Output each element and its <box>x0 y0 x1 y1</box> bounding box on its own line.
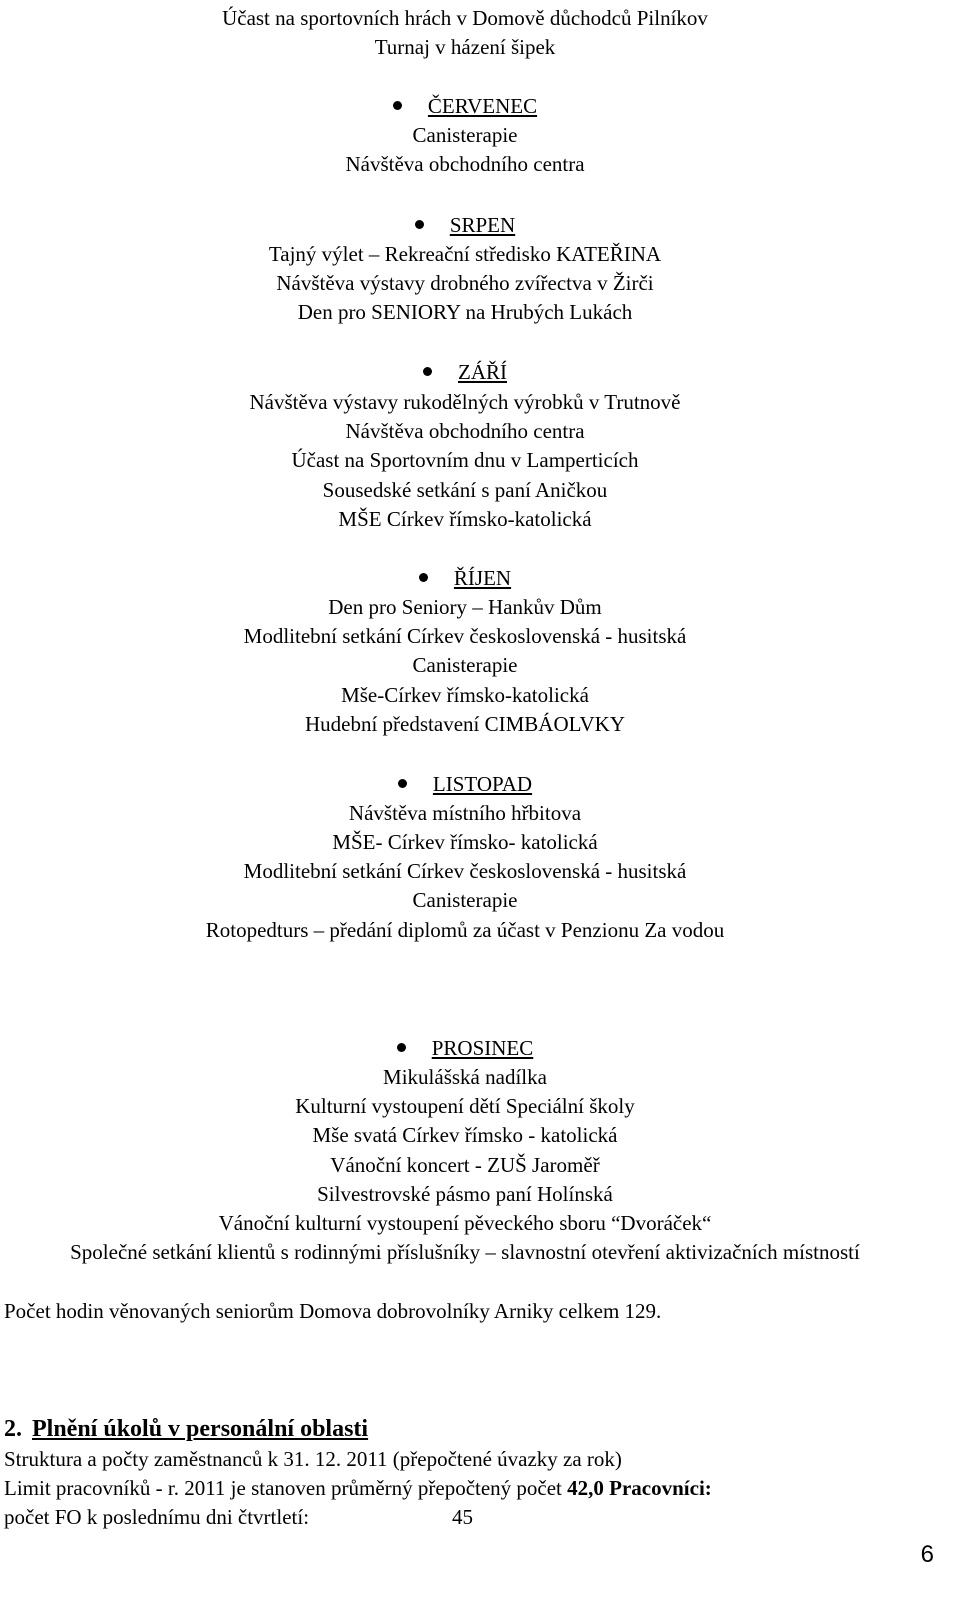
list-item: MŠE Církev římsko-katolická <box>338 507 592 531</box>
list-item: Návštěva místního hřbitova <box>348 801 582 825</box>
list-item: Rotopedturs – předání diplomů za účast v Penzionu Za vodou <box>205 918 725 942</box>
list-item: Modlitební setkání Církev československá - husitská <box>243 624 687 648</box>
bullet-icon <box>415 220 424 229</box>
month-heading <box>0 211 930 241</box>
list-item: Vánoční kulturní vystoupení pěveckého sboru “Dvoráček“ <box>218 1211 712 1235</box>
month-heading <box>0 1034 930 1064</box>
list-item: Modlitební setkání Církev československá - husitská <box>243 859 687 883</box>
bullet-icon <box>419 573 428 582</box>
month-name: SRPEN <box>449 213 516 237</box>
month-heading <box>0 92 930 122</box>
month-heading <box>0 770 930 800</box>
list-item: Canisterapie <box>412 123 518 147</box>
list-item: Účast na Sportovním dnu v Lamperticích <box>291 448 639 472</box>
list-item: Hudební představení CIMBÁOLVKY <box>304 712 626 736</box>
month-name: LISTOPAD <box>432 772 533 796</box>
list-item: Mše svatá Církev římsko - katolická <box>312 1123 618 1147</box>
month-name: PROSINEC <box>431 1036 534 1060</box>
intro-line: Turnaj v házení šipek <box>374 35 556 59</box>
month-heading <box>0 564 930 594</box>
list-item: Společné setkání klientů s rodinnými příslušníky – slavnostní otevření aktivizačních místností <box>70 1240 860 1264</box>
list-item: Silvestrovské pásmo paní Holínská <box>317 1182 613 1206</box>
list-item: Mše-Církev římsko-katolická <box>341 683 589 707</box>
list-item: Návštěva obchodního centra <box>345 152 585 176</box>
fo-label: počet FO k poslednímu dni čtvrtletí: <box>4 1505 310 1529</box>
list-item: Den pro SENIORY na Hrubých Lukách <box>297 300 633 324</box>
list-item: MŠE- Církev římsko- katolická <box>332 830 598 854</box>
hours-summary: Počet hodin věnovaných seniorům Domova dobrovolníky Arniky celkem 129. <box>4 1299 662 1323</box>
list-item: Den pro Seniory – Hankův Dům <box>328 595 602 619</box>
limit-text: Limit pracovníků - r. 2011 je stanoven průměrný přepočtený počet <box>4 1476 562 1500</box>
list-item: Návštěva výstavy rukodělných výrobků v Trutnově <box>249 390 681 414</box>
month-heading <box>0 358 930 388</box>
fo-line <box>4 1503 309 1533</box>
structure-line: Struktura a počty zaměstnanců k 31. 12. 2011 (přepočtené úvazky za rok) <box>4 1447 622 1471</box>
month-name: ČERVENEC <box>427 94 538 118</box>
bullet-icon <box>398 779 407 788</box>
list-item: Kulturní vystoupení dětí Speciální školy <box>295 1094 635 1118</box>
bullet-icon <box>423 367 432 376</box>
intro-line: Účast na sportovních hrách v Domově důchodců Pilníkov <box>222 6 708 30</box>
bullet-icon <box>397 1043 406 1052</box>
list-item: Tajný výlet – Rekreační středisko KATEŘINA <box>268 242 662 266</box>
list-item: Canisterapie <box>412 653 518 677</box>
limit-value: 42,0 <box>567 1476 604 1500</box>
list-item: Canisterapie <box>412 888 518 912</box>
month-name: ZÁŘÍ <box>458 360 507 384</box>
list-item: Mikulášská nadílka <box>383 1065 547 1089</box>
fo-value: 45 <box>452 1505 473 1529</box>
limit-line <box>4 1474 712 1504</box>
list-item: Návštěva obchodního centra <box>345 419 585 443</box>
workers-label: Pracovníci: <box>609 1476 712 1500</box>
list-item: Návštěva výstavy drobného zvířectva v Žirči <box>276 271 654 295</box>
month-name: ŘÍJEN <box>453 566 512 590</box>
section-heading <box>4 1415 368 1445</box>
section-number: 2. <box>4 1416 22 1442</box>
list-item: Vánoční koncert - ZUŠ Jaroměř <box>330 1153 600 1177</box>
section-title: Plnění úkolů v personální oblasti <box>32 1416 369 1442</box>
page-number: 6 <box>920 1541 934 1568</box>
list-item: Sousedské setkání s paní Aničkou <box>322 478 608 502</box>
bullet-icon <box>393 101 402 110</box>
